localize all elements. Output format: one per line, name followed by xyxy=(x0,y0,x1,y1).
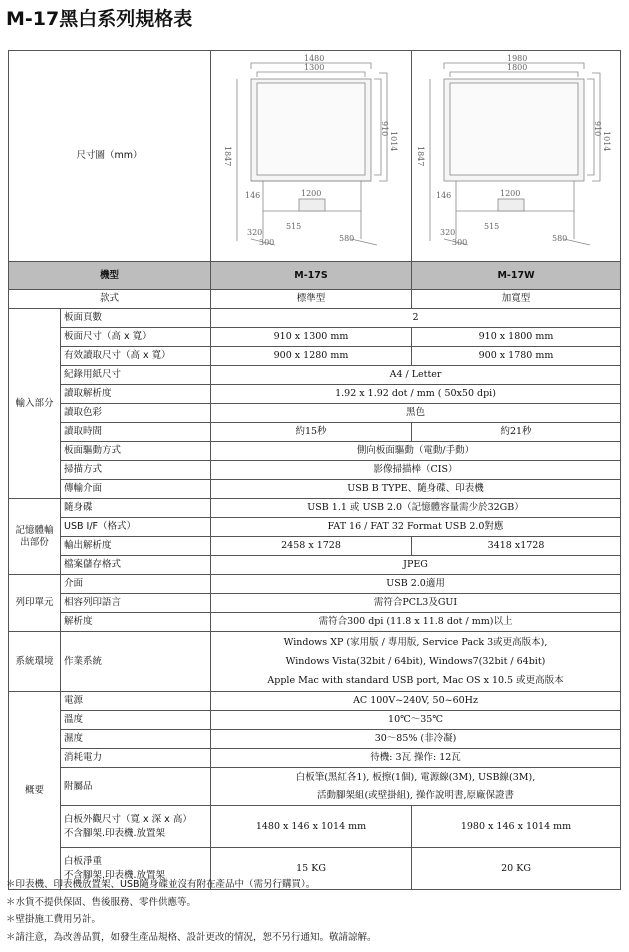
category-input: 輸入部分 xyxy=(9,309,61,499)
m17s-dim-w-outer: 1480 xyxy=(304,54,325,63)
m17s-dim-total-h: 1847 xyxy=(223,146,233,167)
accessories-value xyxy=(211,768,621,806)
row-label: 解析度 xyxy=(61,613,211,632)
m17w-dim-board-w: 1200 xyxy=(500,189,521,198)
footnote: ＊水貨不提供保固、售後服務、零件供應等。 xyxy=(6,896,197,908)
m17w-dim-base3: 515 xyxy=(484,222,500,231)
row-label: 傳輸介面 xyxy=(61,480,211,499)
model-m17w-header: M-17W xyxy=(412,262,621,290)
row-label: 紀錄用紙尺寸 xyxy=(61,366,211,385)
row-label: 濕度 xyxy=(61,730,211,749)
category-overview: 概要 xyxy=(9,692,61,890)
outer-size-m17s: 1480 x 146 x 1014 mm xyxy=(211,806,412,848)
row-value: 需符合300 dpi (11.8 x 11.8 dot / mm)以上 xyxy=(211,613,621,632)
outer-size-label-1: 白板外觀尺寸（寬 x 深 x 高） xyxy=(64,813,192,825)
m17w-dim-base1: 320 xyxy=(440,228,456,237)
os-line: Windows XP (家用版 / 專用版, Service Pack 3或更高版本), xyxy=(283,637,548,648)
footnote: ＊請注意，為改善品質，如發生產品規格、設計更改的情況，恕不另行通知。敬請諒解。 xyxy=(6,931,377,943)
accessories-line: 活動腳架組(或壁掛組), 操作說明書,原廠保證書 xyxy=(317,789,514,801)
category-system: 系統環境 xyxy=(9,632,61,692)
style-m17s: 標準型 xyxy=(211,290,412,309)
diagram-m17s xyxy=(211,51,410,257)
weight-label-2: 不含腳架.印表機.放置架 xyxy=(64,869,166,881)
category-print: 列印單元 xyxy=(9,575,61,632)
row-label: 介面 xyxy=(61,575,211,594)
m17s-dim-w-inner: 1300 xyxy=(304,63,325,72)
row-value-m17w: 910 x 1800 mm xyxy=(412,328,621,347)
footnote: ＊印表機、印表機放置架、USB隨身碟並沒有附在產品中（需另行購買）。 xyxy=(6,879,316,890)
page-title xyxy=(6,4,192,31)
footnotes xyxy=(6,876,377,946)
row-value-m17s: 2458 x 1728 xyxy=(211,537,412,556)
m17w-dim-depth: 146 xyxy=(436,191,452,200)
m17w-dim-base2: 300 xyxy=(452,238,468,247)
row-value: 影像掃描棒（CIS） xyxy=(211,461,621,480)
outer-size-label-2: 不含腳架.印表機.放置架 xyxy=(64,827,166,839)
category-memory: 記憶體輸出部份 xyxy=(9,499,61,575)
weight-m17s: 15 KG xyxy=(211,848,412,890)
row-value-m17s: 約15秒 xyxy=(211,423,412,442)
row-label: 讀取解析度 xyxy=(61,385,211,404)
row-label: 有效讀取尺寸（高 x 寬） xyxy=(61,347,211,366)
row-value: A4 / Letter xyxy=(211,366,621,385)
style-m17w: 加寬型 xyxy=(412,290,621,309)
row-label: 隨身碟 xyxy=(61,499,211,518)
row-label: USB I/F（格式） xyxy=(61,518,211,537)
row-value: 30～85% (非冷凝) xyxy=(211,730,621,749)
row-label: 板面尺寸（高 x 寬） xyxy=(61,328,211,347)
model-header: 機型 xyxy=(9,262,211,290)
row-value: 黑色 xyxy=(211,404,621,423)
outer-size-m17w: 1980 x 146 x 1014 mm xyxy=(412,806,621,848)
diagram-m17w xyxy=(412,51,619,257)
row-value: 10℃～35℃ xyxy=(211,711,621,730)
footnote: ＊壁掛施工費用另計。 xyxy=(6,914,102,925)
row-label: 板面驅動方式 xyxy=(61,442,211,461)
weight-m17w: 20 KG xyxy=(412,848,621,890)
m17w-dim-total-h: 1847 xyxy=(416,146,426,167)
style-label: 款式 xyxy=(9,290,211,309)
row-value-m17s: 900 x 1280 mm xyxy=(211,347,412,366)
m17w-dim-base4: 580 xyxy=(552,234,568,243)
row-label: 掃描方式 xyxy=(61,461,211,480)
outer-size-label xyxy=(61,806,211,848)
m17s-dim-h-inner: 910 xyxy=(380,121,390,137)
m17s-dim-h-outer: 1014 xyxy=(389,131,399,152)
m17s-dim-base4: 580 xyxy=(339,234,355,243)
m17s-dim-base1: 320 xyxy=(247,228,263,237)
row-value: 側向板面驅動（電動/手動） xyxy=(211,442,621,461)
row-label: 檔案儲存格式 xyxy=(61,556,211,575)
m17s-dim-depth: 146 xyxy=(245,191,261,200)
row-value: USB 1.1 或 USB 2.0（記憶體容量需少於32GB） xyxy=(211,499,621,518)
weight-label-1: 白板淨重 xyxy=(64,855,103,867)
row-label: 相容列印語言 xyxy=(61,594,211,613)
m17s-dim-base2: 300 xyxy=(259,238,275,247)
row-value-m17w: 約21秒 xyxy=(412,423,621,442)
row-value: 需符合PCL3及GUI xyxy=(211,594,621,613)
accessories-line: 白板筆(黑紅各1), 板擦(1個), 電源線(3M), USB線(3M), xyxy=(295,771,536,783)
row-label: 板面頁數 xyxy=(61,309,211,328)
os-line: Windows Vista(32bit / 64bit), Windows7(32bit / 64bit) xyxy=(285,656,546,667)
spec-table xyxy=(8,50,621,890)
row-value: AC 100V~240V, 50~60Hz xyxy=(211,692,621,711)
dimension-label: 尺寸圖（mm） xyxy=(9,51,211,262)
row-label: 電源 xyxy=(61,692,211,711)
m17s-dim-board-w: 1200 xyxy=(301,189,322,198)
row-value: JPEG xyxy=(211,556,621,575)
row-label: 作業系統 xyxy=(61,632,211,692)
row-label: 讀取色彩 xyxy=(61,404,211,423)
row-value-m17w: 3418 x1728 xyxy=(412,537,621,556)
m17s-dim-base3: 515 xyxy=(286,222,302,231)
row-value-m17s: 910 x 1300 mm xyxy=(211,328,412,347)
diagram-m17s-cell xyxy=(211,51,412,262)
m17w-dim-h-inner: 910 xyxy=(593,121,603,137)
os-value xyxy=(211,632,621,692)
row-label: 讀取時間 xyxy=(61,423,211,442)
row-label: 輸出解析度 xyxy=(61,537,211,556)
row-label: 消耗電力 xyxy=(61,749,211,768)
m17w-dim-w-inner: 1800 xyxy=(507,63,528,72)
row-label: 附屬品 xyxy=(61,768,211,806)
os-line: Apple Mac with standard USB port, Mac OS x 10.5 或更高版本 xyxy=(267,675,564,686)
diagram-m17w-cell xyxy=(412,51,621,262)
row-value-m17w: 900 x 1780 mm xyxy=(412,347,621,366)
row-value: FAT 16 / FAT 32 Format USB 2.0對應 xyxy=(211,518,621,537)
row-value: 2 xyxy=(211,309,621,328)
m17w-dim-w-outer: 1980 xyxy=(507,54,528,63)
model-m17s-header: M-17S xyxy=(211,262,412,290)
row-label: 溫度 xyxy=(61,711,211,730)
m17w-dim-h-outer: 1014 xyxy=(602,131,612,152)
row-value: USB B TYPE、隨身碟、印表機 xyxy=(211,480,621,499)
row-value: USB 2.0適用 xyxy=(211,575,621,594)
row-value: 1.92 x 1.92 dot / mm ( 50x50 dpi) xyxy=(211,385,621,404)
title-model: M-17 xyxy=(6,8,60,30)
row-value: 待機: 3瓦 操作: 12瓦 xyxy=(211,749,621,768)
title-sub: 黑白系列規格表 xyxy=(59,8,193,30)
